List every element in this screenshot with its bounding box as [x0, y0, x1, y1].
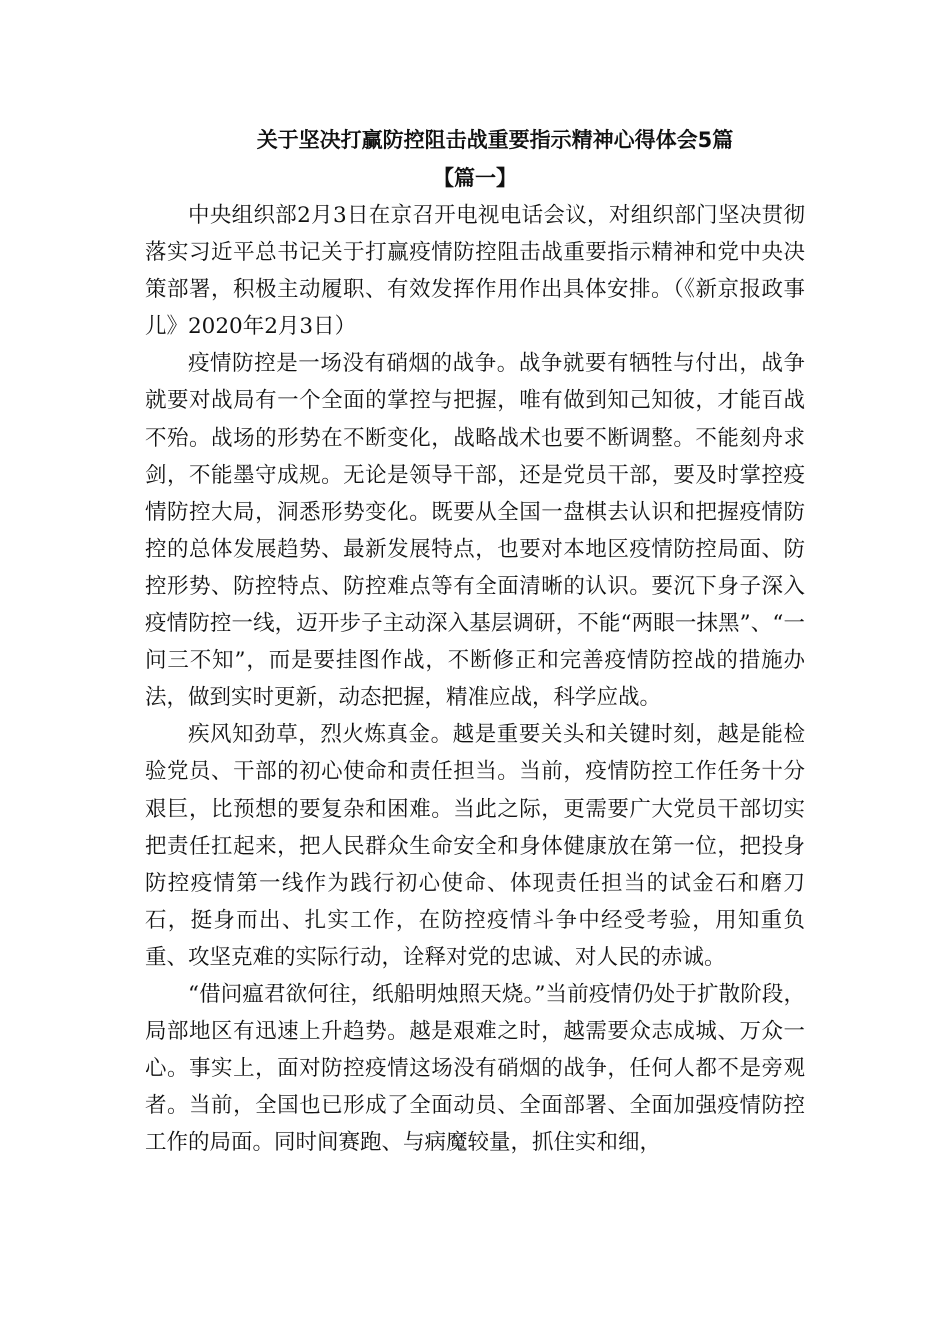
document-title: 关于坚决打赢防控阻击战重要指示精神心得体会5篇 [256, 128, 734, 152]
paragraph: “借问瘟君欲何往，纸船明烛照天烧。”当前疫情仍处于扩散阶段，局部地区有迅速上升趋势。越是艰难之时，越需要众志成城、万众一心。事实上，面对防控疫情这场没有硝烟的战争，任何人都不是旁观者。当前，全国也已形成了全面动员、全面部署、全面加强疫情防控工作的局面。同时间赛跑、与病魔较量，抓住实和细， [145, 981, 805, 1156]
paragraph: 疾风知劲草，烈火炼真金。越是重要关头和关键时刻，越是能检验党员、干部的初心使命和责任担当。当前，疫情防控工作任务十分艰巨，比预想的要复杂和困难。当此之际，更需要广大党员干部切实把责任扛起来，把人民群众生命安全和身体健康放在第一位，把投身防控疫情第一线作为践行初心使命、体现责任担当的试金石和磨刀石，挺身而出、扎实工作，在防控疫情斗争中经受考验，用知重负重、攻坚克难的实际行动，诠释对党的忠诚、对人民的赤诚。 [145, 722, 805, 970]
section-heading: 【篇一】 [433, 166, 517, 190]
document-body [145, 197, 805, 1161]
paragraph: 中央组织部2月3日在京召开电视电话会议，对组织部门坚决贯彻落实习近平总书记关于打赢疫情防控阻击战重要指示精神和党中央决策部署，积极主动履职、有效发挥作用作出具体安排。（《新京报政事儿》2020年2月3日） [145, 203, 805, 340]
paragraph: 疫情防控是一场没有硝烟的战争。战争就要有牺牲与付出，战争就要对战局有一个全面的掌控与把握，唯有做到知己知彼，才能百战不殆。战场的形势在不断变化，战略战术也要不断调整。不能刻舟求剑，不能墨守成规。无论是领导干部，还是党员干部，要及时掌控疫情防控大局，洞悉形势变化。既要从全国一盘棋去认识和把握疫情防控的总体发展趋势、最新发展特点，也要对本地区疫情防控局面、防控形势、防控特点、防控难点等有全面清晰的认识。要沉下身子深入疫情防控一线，迈开步子主动深入基层调研，不能“两眼一抹黑”、“一问三不知”，而是要挂图作战，不断修正和完善疫情防控战的措施办法，做到实时更新，动态把握，精准应战，科学应战。 [145, 351, 805, 711]
